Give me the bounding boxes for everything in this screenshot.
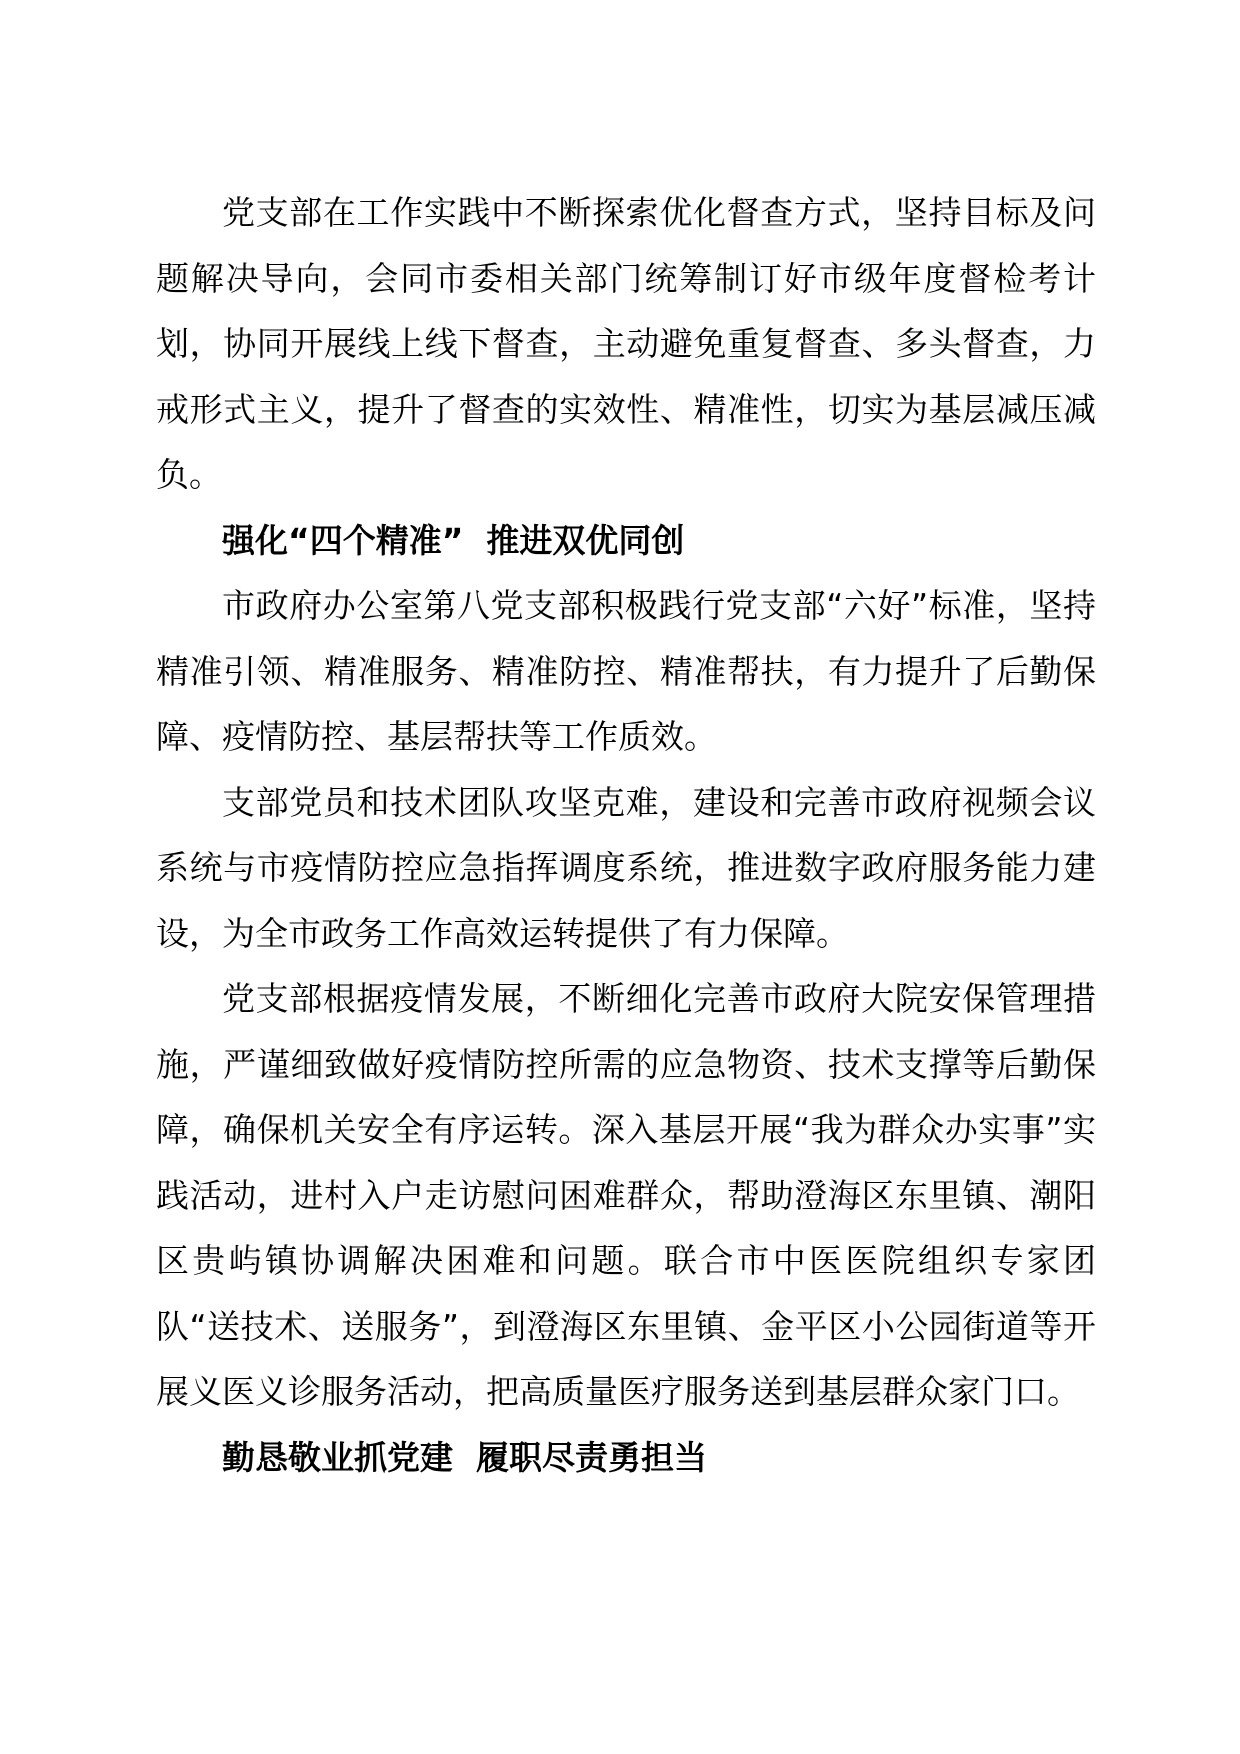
document-body [156,180,1096,1490]
paragraph-tech-team: 支部党员和技术团队攻坚克难，建设和完善市政府视频会议系统与市疫情防控应急指挥调度系统，推进数字政府服务能力建设，为全市政务工作高效运转提供了有力保障。 [156,782,1096,953]
paragraph-epidemic-security: 党支部根据疫情发展，不断细化完善市政府大院安保管理措施，严谨细致做好疫情防控所需的应急物资、技术支撑等后勤保障，确保机关安全有序运转。深入基层开展“我为群众办实事”实践活动，进村入户走访慰问困难群众，帮助澄海区东里镇、潮阳区贵屿镇协调解决困难和问题。联合市中医医院组织专家团队“送技术、送服务”，到澄海区东里镇、金平区小公园街道等开展义医义诊服务活动，把高质量医疗服务送到基层群众家门口。 [156,979,1096,1411]
paragraph-eighth-branch: 市政府办公室第八党支部积极践行党支部“六好”标准，坚持精准引领、精准服务、精准防控、精准帮扶，有力提升了后勤保障、疫情防控、基层帮扶等工作质效。 [156,586,1096,756]
section-heading-four-precision: 强化“四个精准” 推进双优同创 [222,520,685,560]
section-heading-diligence: 勤恳敬业抓党建 履职尽责勇担当 [222,1437,707,1477]
paragraph-supervision: 党支部在工作实践中不断探索优化督查方式，坚持目标及问题解决导向，会同市委相关部门统筹制订好市级年度督检考计划，协同开展线上线下督查，主动避免重复督查、多头督查，力戒形式主义，提升了督查的实效性、精准性，切实为基层减压减负。 [156,193,1096,494]
